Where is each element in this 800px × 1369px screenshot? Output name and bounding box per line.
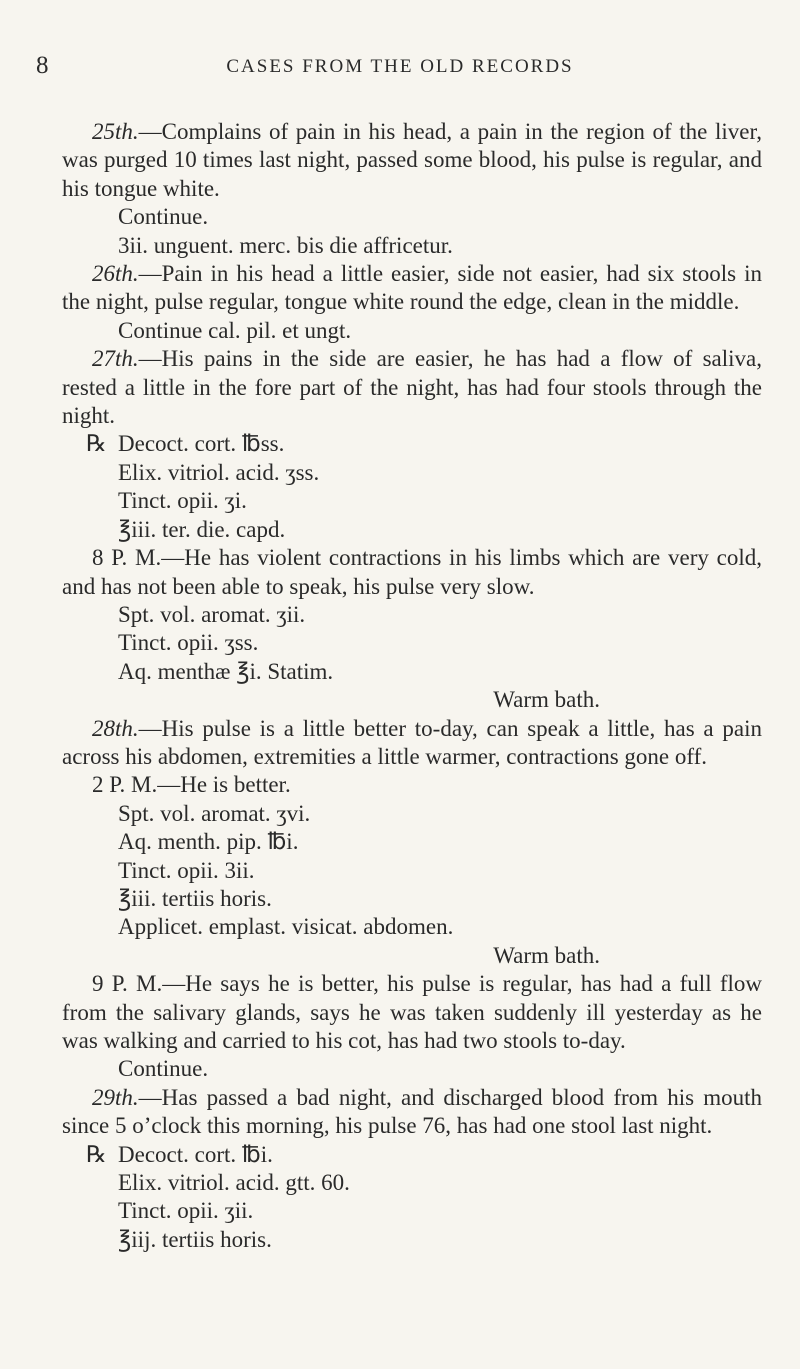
prescription-line (62, 828, 762, 856)
prescription-line (62, 487, 762, 515)
prescription-line (62, 459, 762, 487)
prescription-line (62, 232, 762, 260)
entry-text: —Pain in his head a little easier, side not easier, had six stools in the night, pulse regular, tongue white round the edge, clean in the middle. (62, 261, 762, 315)
prescription-text: ℥iii. ter. die. capd. (118, 516, 286, 542)
page-header (36, 52, 764, 82)
prescription-text: Warm bath. (493, 687, 600, 713)
case-entry (62, 345, 762, 430)
entry-text: —Has passed a bad night, and discharged blood from his mouth since 5 o’clock this morning, his pulse 76, has had one stool last night. (62, 1084, 762, 1139)
prescription-text: Warm bath. (493, 942, 600, 968)
prescription-line (62, 857, 762, 885)
prescription-text: ℥iii. tertiis horis. (118, 885, 272, 911)
prescription-line (62, 1141, 762, 1169)
prescription-line (62, 430, 762, 458)
entry-text: —He has violent contractions in his limbs which are very cold, and has not been able to speak, his pulse very slow. (62, 545, 762, 599)
case-notes (62, 118, 762, 1254)
entry-date: 29th. (92, 1084, 139, 1110)
prescription-line (62, 658, 762, 686)
entry-text: —Complains of pain in his head, a pain in the region of the liver, was purged 10 times last night, passed some blood, his pulse is regular, and his tongue white. (62, 119, 762, 201)
prescription-line (62, 203, 762, 231)
case-entry (62, 118, 762, 203)
prescription-text: Decoct. cort. ℔i. (118, 1141, 273, 1167)
case-entry (62, 715, 762, 772)
prescription-text: Spt. vol. aromat. ʒvi. (118, 800, 311, 826)
prescription-instruction (62, 686, 762, 714)
prescription-text: ℥iij. tertiis horis. (118, 1226, 272, 1252)
recipe-symbol: ℞ (86, 1141, 107, 1167)
entry-time: 9 P. M. (92, 971, 163, 997)
prescription-text: Tinct. opii. ʒss. (118, 630, 259, 656)
prescription-text: Tinct. opii. ʒi. (118, 488, 247, 514)
prescription-text: Continue cal. pil. et ungt. (118, 317, 352, 343)
prescription-text: Elix. vitriol. acid. ʒss. (118, 459, 320, 485)
prescription-line (62, 317, 762, 345)
prescription-text: Spt. vol. aromat. ʒii. (118, 601, 306, 627)
prescription-text: Aq. menth. pip. ℔i. (118, 829, 299, 855)
prescription-line (62, 1055, 762, 1083)
case-entry (62, 260, 762, 317)
entry-text: —He is better. (157, 772, 291, 798)
prescription-line (62, 1169, 762, 1197)
case-entry (62, 544, 762, 601)
prescription-line (62, 1226, 762, 1254)
prescription-text: Elix. vitriol. acid. gtt. 60. (118, 1170, 350, 1196)
running-title: CASES FROM THE OLD RECORDS (226, 56, 574, 77)
entry-text: —His pulse is a little better to-day, can speak a little, has a pain across his abdomen, extremities a little warmer, contractions gone off. (62, 715, 762, 769)
entry-date: 27th. (92, 346, 139, 372)
prescription-text: Applicet. emplast. visicat. abdomen. (118, 914, 454, 940)
prescription-line (62, 1197, 762, 1225)
prescription-text: Continue. (118, 204, 209, 230)
prescription-text: Continue. (118, 1056, 209, 1082)
prescription-text: Aq. menthæ ℥i. Statim. (118, 658, 334, 684)
prescription-line (62, 516, 762, 544)
prescription-line (62, 629, 762, 657)
prescription-text: Tinct. opii. ʒii. (118, 1198, 254, 1224)
case-entry (62, 970, 762, 1055)
prescription-text: Tinct. opii. 3ii. (118, 857, 255, 883)
prescription-text: Decoct. cort. ℔ss. (118, 431, 285, 457)
case-entry (62, 1084, 762, 1141)
entry-text: —His pains in the side are easier, he has had a flow of saliva, rested a little in the fore part of the night, has had four stools through the night. (62, 346, 762, 429)
entry-date: 26th. (92, 261, 139, 287)
recipe-symbol: ℞ (86, 431, 107, 457)
entry-text: —He says he is better, his pulse is regular, has had a full flow from the salivary glands, says he was taken suddenly ill yesterday as he was walking and carried to his cot, has had two stools to-day. (62, 971, 762, 1053)
entry-date: 25th. (92, 119, 139, 144)
entry-time: 8 P. M. (92, 545, 162, 571)
page-number: 8 (36, 52, 49, 79)
prescription-line (62, 601, 762, 629)
prescription-text: 3ii. unguent. merc. bis die affricetur. (118, 232, 453, 258)
prescription-line (62, 800, 762, 828)
prescription-instruction (62, 942, 762, 970)
entry-time: 2 P. M. (92, 772, 158, 798)
prescription-line (62, 913, 762, 941)
case-entry (62, 771, 762, 799)
entry-date: 28th. (92, 715, 139, 741)
prescription-line (62, 885, 762, 913)
